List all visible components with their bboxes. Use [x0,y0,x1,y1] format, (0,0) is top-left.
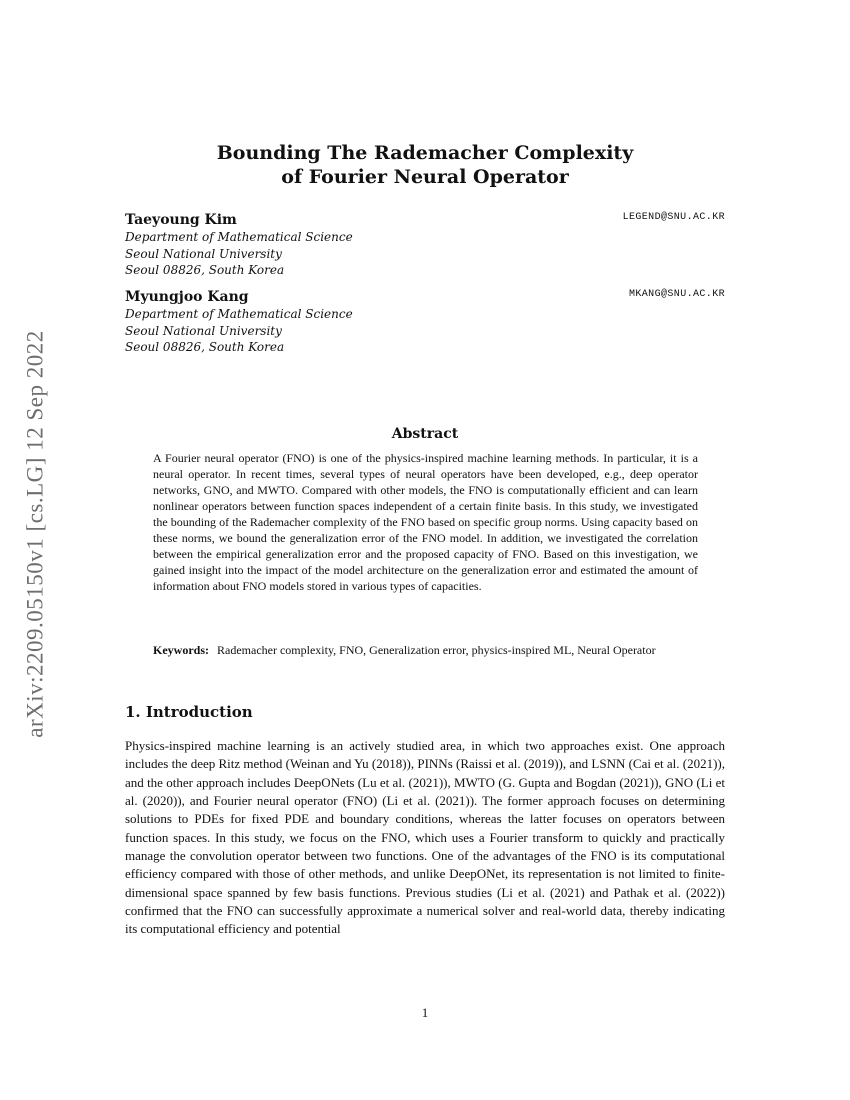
arxiv-stamp-text: arXiv:2209.05150v1 [cs.LG] 12 Sep 2022 [23,330,48,738]
author-name: Taeyoung Kim [125,212,237,228]
title-line-1: Bounding The Rademacher Complexity [216,142,634,164]
arxiv-stamp [4,294,68,774]
paper-title [125,141,725,189]
section-heading-introduction: 1. Introduction [125,703,253,721]
author-department: Department of Mathematical Science [125,307,353,321]
title-line-2: of Fourier Neural Operator [281,166,569,188]
author-name: Myungjoo Kang [125,289,249,305]
author-block-1 [125,211,725,279]
keywords-label: Keywords: [153,643,209,657]
author-university: Seoul National University [125,323,282,338]
author-block-2 [125,288,725,356]
author-email: LEGEND@SNU.AC.KR [622,212,725,223]
keywords-text: Rademacher complexity, FNO, Generalization error, physics-inspired ML, Neural Operator [217,643,656,657]
author-address: Seoul 08826, South Korea [125,263,285,277]
author-address: Seoul 08826, South Korea [125,340,285,354]
abstract-heading: Abstract [391,426,459,442]
author-department: Department of Mathematical Science [125,230,353,244]
author-email: MKANG@SNU.AC.KR [628,289,725,300]
page-number: 1 [421,1005,429,1020]
introduction-text: Physics-inspired machine learning is an actively studied area, in which two approaches exist. One approach includes the deep Ritz method (Weinan and Yu (2018)), PINNs (Raissi et al. (2019)), and LSNN (Cai et al. (2021)), and the other approach includes DeepONets (Lu et al. (2021)), MWTO (G. Gupta and Bogdan (2021)), GNO (Li et al. (2020)), and Fourier neural operator (FNO) (Li et al. (2021)). The former approach focuses on determining solutions to PDEs for fixed PDE and boundary conditions, whereas the latter focuses on operators between function spaces. In this study, we focus on the FNO, which uses a Fourier transform to quickly and practically manage the convolution operator between two functions. One of the advantages of the FNO is its computational efficiency compared with those of other methods, and unlike DeepONet, its representation is not limited to finite-dimensional space spanned by few basis functions. Previous studies (Li et al. (2021) and Pathak et al. (2022)) confirmed that the FNO can successfully approximate a numerical solver and real-world data, thereby indicating its computational efficiency and potential [125,738,725,937]
abstract-text: A Fourier neural operator (FNO) is one of the physics-inspired machine learning methods. In particular, it is a neural operator. In recent times, several types of neural operators have been developed, e.g., deep operator networks, GNO, and MWTO. Compared with other models, the FNO is computationally efficient and can learn nonlinear operators between function spaces independent of a certain finite basis. In this study, we investigated the bounding of the Rademacher complexity of the FNO based on specific group norms. Using capacity based on these norms, we bound the generalization error of the FNO model. In addition, we investigated the correlation between the empirical generalization error and the proposed capacity of FNO. Based on this investigation, we gained insight into the impact of the model architecture on the generalization error and estimated the amount of information about FNO models stored in various types of capacities. [153,451,698,593]
keywords [153,642,698,658]
author-university: Seoul National University [125,246,282,261]
